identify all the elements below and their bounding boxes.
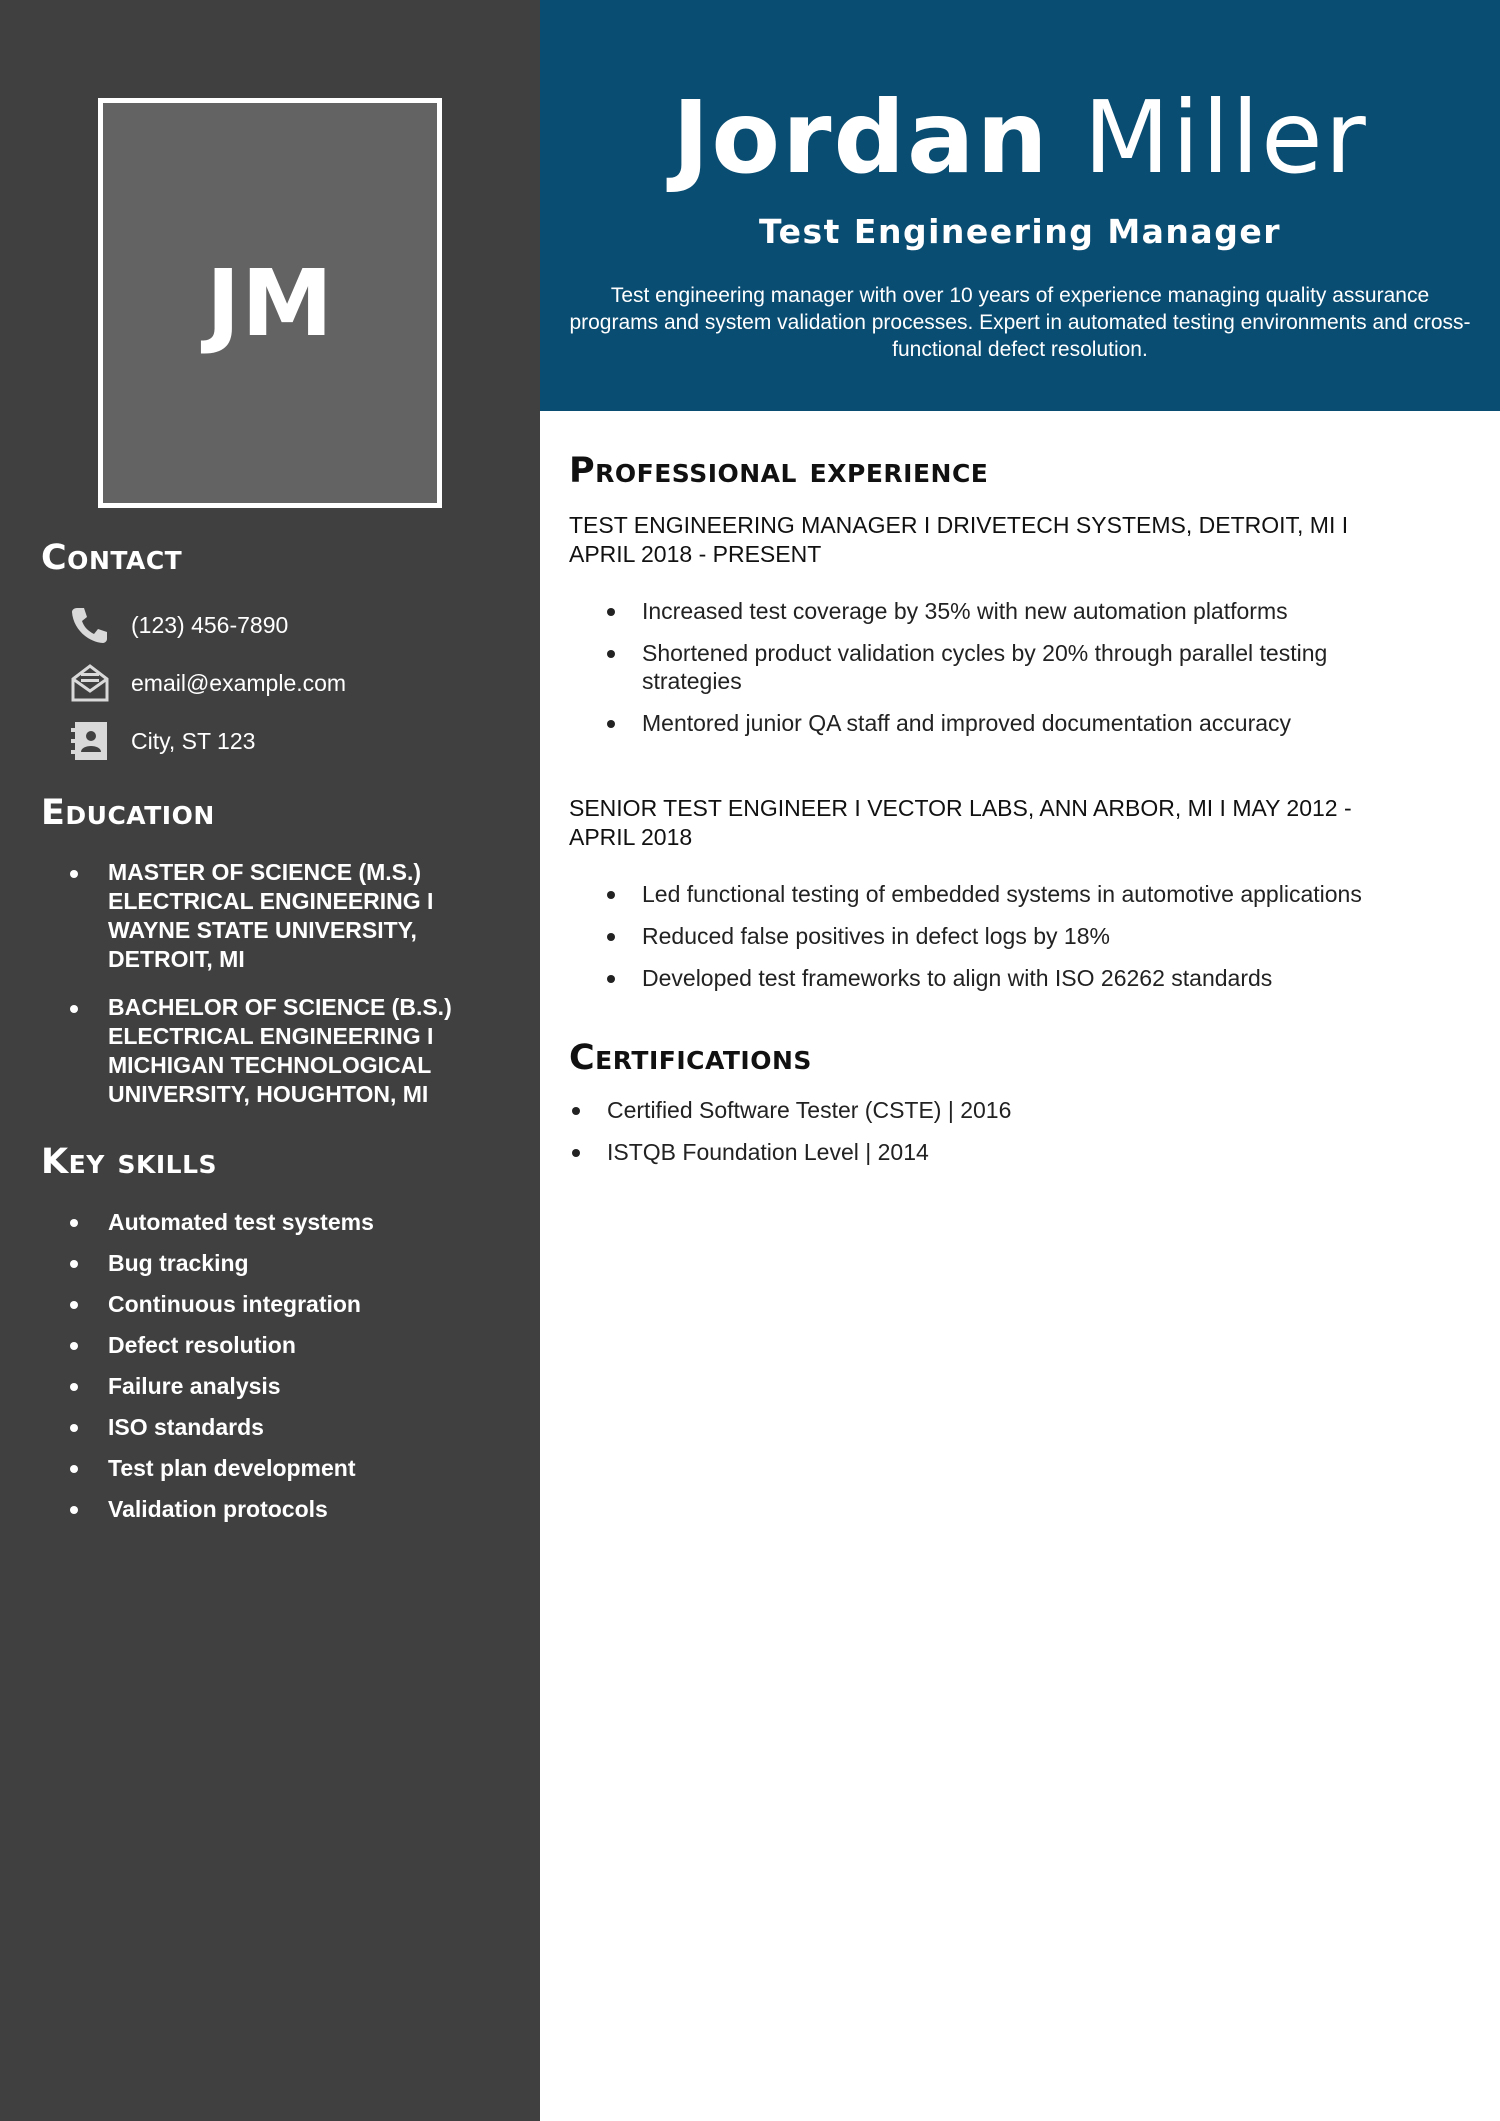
job-header: TEST ENGINEERING MANAGER I DRIVETECH SYSTEMS, DETROIT, MI I APRIL 2018 - PRESENT [569, 512, 1349, 567]
certifications-heading: Certifications [569, 1038, 812, 1078]
skill-item: Defect resolution [0, 1325, 374, 1366]
education-item: BACHELOR OF SCIENCE (B.S.) ELECTRICAL ENGINEERING I MICHIGAN TECHNOLOGICAL UNIVERSITY, HOUGHTON, MI [0, 993, 470, 1109]
job-bullets [642, 880, 1462, 1006]
education-item: MASTER OF SCIENCE (M.S.) ELECTRICAL ENGINEERING I WAYNE STATE UNIVERSITY, DETROIT, MI [0, 858, 470, 974]
job-header: SENIOR TEST ENGINEER I VECTOR LABS, ANN ARBOR, MI I MAY 2012 - APRIL 2018 [569, 795, 1352, 850]
monogram-photo [98, 98, 442, 508]
email-text[interactable]: email@example.com [131, 669, 347, 696]
phone-text[interactable]: (123) 456-7890 [131, 611, 289, 638]
summary-text: Test engineering manager with over 10 years of experience managing quality assurance programs and system validation processes. Expert in automated testing environments and cross-functional defect resolution. [569, 284, 1471, 361]
job-bullet: Reduced false positives in defect logs by 18% [642, 922, 1462, 950]
sidebar [0, 0, 540, 2121]
full-name [540, 78, 1500, 198]
contact-email [68, 661, 346, 705]
skill-item: Bug tracking [0, 1243, 374, 1284]
job-bullet: Mentored junior QA staff and improved documentation accuracy [642, 709, 1422, 737]
skills-list [0, 1202, 374, 1530]
job-bullet: Increased test coverage by 35% with new automation platforms [642, 597, 1422, 625]
skill-item: Test plan development [0, 1448, 374, 1489]
skill-item: Continuous integration [0, 1284, 374, 1325]
contact-phone [68, 603, 288, 647]
last-name: Miller [1083, 79, 1368, 196]
skill-item: Automated test systems [0, 1202, 374, 1243]
header-banner [540, 0, 1500, 411]
contact-location [68, 719, 255, 763]
skill-item: ISO standards [0, 1407, 374, 1448]
skill-item: Failure analysis [0, 1366, 374, 1407]
contact-heading: Contact [41, 538, 183, 578]
education-list [0, 858, 470, 1128]
location-text: City, ST 123 [131, 727, 256, 754]
education-heading: Education [41, 793, 215, 833]
skills-heading: Key skills [41, 1142, 218, 1182]
job-bullets [642, 597, 1422, 751]
job-bullet: Developed test frameworks to align with ISO 26262 standards [642, 964, 1462, 992]
email-icon [68, 661, 112, 705]
job-bullet: Shortened product validation cycles by 20% through parallel testing strategies [642, 639, 1422, 695]
job-title: Test Engineering Manager [759, 212, 1281, 251]
certification-item: Certified Software Tester (CSTE) | 2016 [607, 1096, 1427, 1124]
skill-item: Validation protocols [0, 1489, 374, 1530]
certification-item: ISTQB Foundation Level | 2014 [607, 1138, 1427, 1166]
job-bullet: Led functional testing of embedded systems in automotive applications [642, 880, 1462, 908]
monogram-text: JM [206, 249, 334, 357]
certifications-list [607, 1096, 1427, 1180]
phone-icon [68, 603, 112, 647]
first-name: Jordan [672, 79, 1050, 196]
experience-heading: Professional experience [569, 451, 989, 491]
address-card-icon [68, 719, 112, 763]
